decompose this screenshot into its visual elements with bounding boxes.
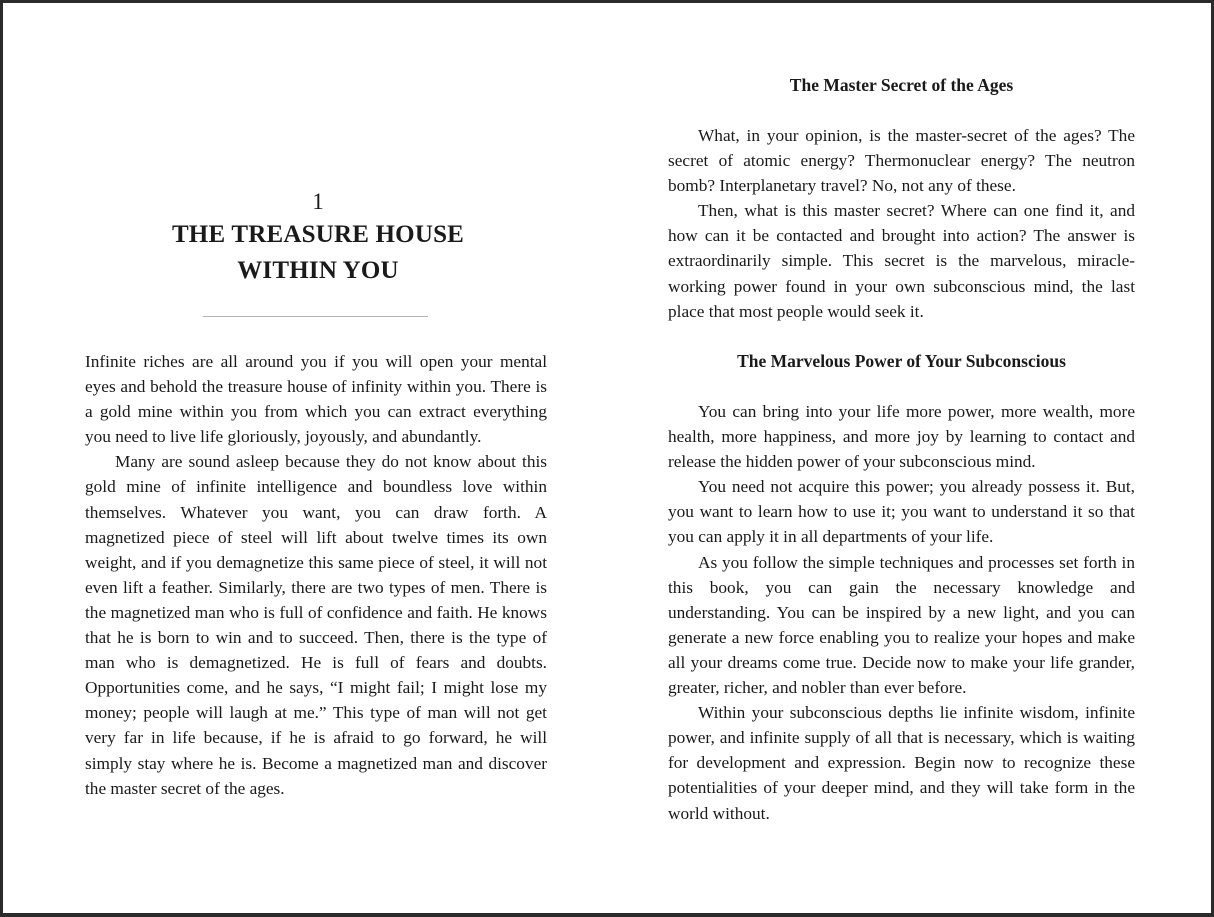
paragraph: You can bring into your life more power, more wealth, more health, more happiness, and more joy by learning to contact and release the hidden power of your subconscious mind. (668, 402, 1135, 472)
paragraph: As you follow the simple techniques and processes set forth in this book, you can gain the necessary knowledge and understanding. You can be inspired by a new light, and you can generate a new force enabling you to realize your hopes and make all your dreams come true. Decide now to make your life grander, greater, richer, and nobler than ever before. (668, 552, 1135, 698)
left-page (3, 3, 607, 913)
paragraph: Many are sound asleep because they do not know about this gold mine of infinite intelligence and boundless love within themselves. Whatever you want, you can draw forth. A magnetized piece of steel will lift about twelve times its own weight, and if you demagnetize this same piece of steel, it will not even lift a feather. Similarly, there are two types of men. There is the magnetized man who is full of confidence and faith. He knows that he is born to win and to succeed. Then, there is the type of man who is demagnetized. He is full of fears and doubts. Opportunities come, and he says, “I might fail; I might lose my money; people will laugh at me.” This type of man will not get very far in life because, if he is afraid to go forward, he will simply stay where he is. Become a magnetized man and discover the master secret of the ages. (85, 452, 547, 798)
paragraph: Infinite riches are all around you if you will open your mental eyes and behold the treasure house of infinity within you. There is a gold mine within you from which you can extract everything you need to live life gloriously, joyously, and abundantly. (85, 352, 547, 447)
section-body-master-secret (668, 123, 1135, 324)
chapter-body (85, 349, 547, 801)
book-spread (3, 3, 1211, 913)
chapter-title (3, 217, 633, 289)
chapter-number: 1 (312, 189, 324, 214)
chapter-divider (203, 316, 428, 317)
paragraph: Then, what is this master secret? Where can one find it, and how can it be contacted and brought into action? The answer is extraordinarily simple. This secret is the marvelous, miracle-working power found in your own subconscious mind, the last place that most people would seek it. (668, 201, 1135, 321)
paragraph: What, in your opinion, is the master-secret of the ages? The secret of atomic energy? Thermonuclear energy? The neutron bomb? Interplanetary travel? No, not any of these. (668, 126, 1135, 196)
chapter-title-line-1: THE TREASURE HOUSE (171, 221, 465, 248)
section-body-marvelous-power (668, 399, 1135, 826)
right-page (607, 3, 1211, 913)
paragraph: Within your subconscious depths lie infinite wisdom, infinite power, and infinite supply of all that is necessary, which is waiting for development and expression. Begin now to recognize these potentialities of your deeper mind, and they will take form in the world without. (668, 703, 1135, 823)
section-heading-marvelous-power: The Marvelous Power of Your Subconscious (737, 351, 1066, 371)
section-heading-master-secret: The Master Secret of the Ages (789, 75, 1014, 95)
paragraph: You need not acquire this power; you already possess it. But, you want to learn how to use it; you want to understand it so that you can apply it in all departments of your life. (668, 477, 1135, 547)
chapter-title-line-2: WITHIN YOU (237, 257, 399, 284)
